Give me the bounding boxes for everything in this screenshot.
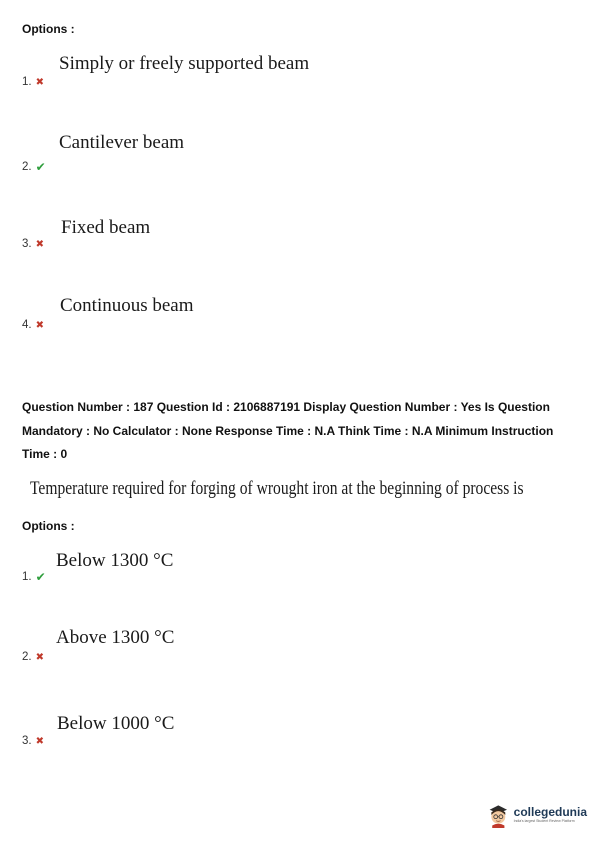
option-number [22,238,44,250]
options-label: Options : [22,22,75,36]
collegedunia-logo [487,798,587,832]
option-text: Continuous beam [60,295,194,316]
option-index: 3. [22,238,32,250]
option-text: Fixed beam [61,217,151,238]
option-number [22,651,44,663]
option-number [22,76,44,88]
option-number [22,160,46,174]
option-index: 1. [22,76,32,88]
cross-icon: ✖ [35,735,44,747]
cross-icon: ✖ [35,651,44,663]
option-index: 3. [22,735,32,747]
logo-name: collegedunia [513,805,587,820]
option-index: 4. [22,319,32,331]
option-index: 2. [22,651,32,663]
option-text: Simply or freely supported beam [59,53,310,74]
cross-icon: ✖ [35,76,44,88]
option-text: Cantilever beam [59,132,185,153]
option-text: Above 1300 °C [56,627,175,648]
cross-icon: ✖ [35,238,44,250]
question-text: Temperature required for forging of wrought iron at the beginning of process is [30,478,524,499]
option-number [22,570,46,584]
option-number [22,735,44,747]
option-number [22,319,44,331]
student-mascot-icon [487,800,510,830]
check-icon: ✔ [35,570,46,584]
logo-tagline: India's largest Student Review Platform [513,819,575,824]
option-index: 2. [22,161,32,173]
option-text: Below 1300 °C [56,550,174,571]
option-text: Below 1000 °C [57,713,175,734]
cross-icon: ✖ [35,319,44,331]
option-index: 1. [22,571,32,583]
check-icon: ✔ [35,160,46,174]
options-label: Options : [22,519,75,533]
question-meta: Question Number : 187 Question Id : 2106887191 Display Question Number : Yes Is Question Mandatory : No Calculator : None Response Time : N.A Think Time : N.A Minimum Instruction Time : 0 [22,400,554,461]
